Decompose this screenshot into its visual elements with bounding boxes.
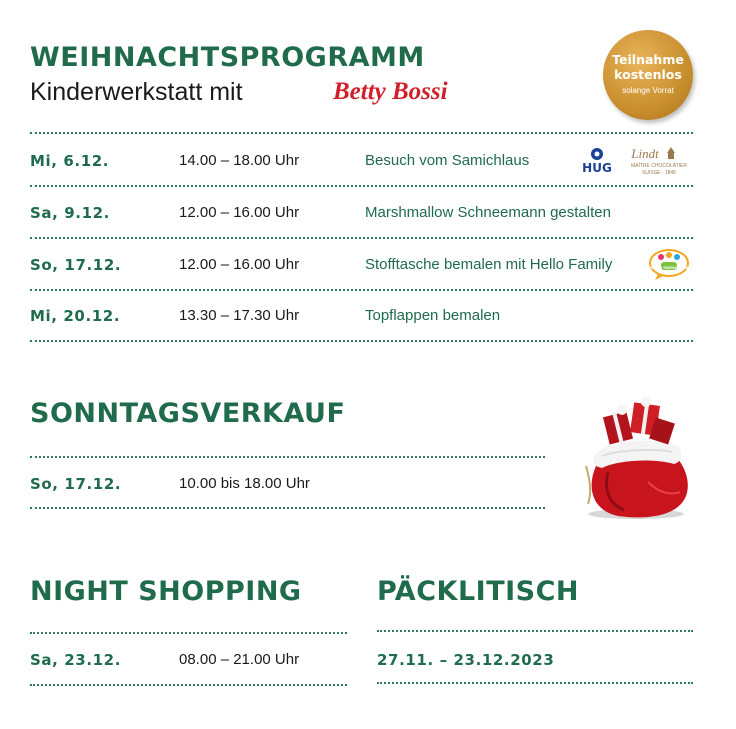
lindt-logo-sub2: SUISSE · 1845: [642, 170, 676, 176]
lindt-logo-sub1: MAÎTRE CHOCOLATIER: [630, 163, 688, 169]
row-day: Mi, 20.12.: [30, 307, 121, 325]
hug-logo: [578, 147, 616, 175]
divider: [30, 237, 693, 239]
divider: [30, 289, 693, 291]
divider: [30, 340, 693, 342]
sonntag-title: SONNTAGSVERKAUF: [30, 398, 346, 429]
program-title: WEIHNACHTSPROGRAMM: [30, 42, 425, 73]
paecklitisch-title: PÄCKLITISCH: [377, 576, 580, 607]
row-time: 12.00 – 16.00 Uhr: [179, 256, 300, 273]
betty-bossi-logo: Betty Bossi: [333, 78, 448, 105]
row-day: Mi, 6.12.: [30, 152, 110, 170]
divider: [377, 630, 693, 632]
badge-line2: kostenlos: [614, 67, 682, 82]
santa-gift-sack-image: [578, 392, 693, 522]
divider: [377, 682, 693, 684]
hug-logo-text: HUG: [582, 161, 612, 175]
divider: [30, 632, 347, 634]
paecklitisch-dates: 27.11. – 23.12.2023: [377, 651, 555, 669]
free-participation-badge: [603, 30, 693, 120]
hello-family-logo: [646, 247, 692, 281]
sonntag-time: 10.00 bis 18.00 Uhr: [179, 475, 310, 492]
row-day: So, 17.12.: [30, 256, 122, 274]
row-time: 12.00 – 16.00 Uhr: [179, 204, 300, 221]
row-time: 14.00 – 18.00 Uhr: [179, 152, 300, 169]
lindt-logo-text: Lindt: [631, 146, 659, 161]
badge-line1: Teilnahme: [612, 52, 684, 67]
divider: [30, 456, 545, 458]
sonntag-day: So, 17.12.: [30, 475, 122, 493]
row-activity: Marshmallow Schneemann gestalten: [365, 204, 611, 221]
hello-logo-text: HELLO FAMILY CLUB: [649, 266, 689, 270]
badge-line3: solange Vorrat: [622, 86, 674, 95]
lindt-logo: [627, 143, 691, 177]
divider: [30, 684, 347, 686]
divider: [30, 185, 693, 187]
row-day: Sa, 9.12.: [30, 204, 110, 222]
night-day: Sa, 23.12.: [30, 651, 121, 669]
row-activity: Stofftasche bemalen mit Hello Family: [365, 256, 613, 273]
program-subtitle: Kinderwerkstatt mit: [30, 78, 243, 106]
row-time: 13.30 – 17.30 Uhr: [179, 307, 300, 324]
night-time: 08.00 – 21.00 Uhr: [179, 651, 300, 668]
row-activity: Topflappen bemalen: [365, 307, 501, 324]
row-activity: Besuch vom Samichlaus: [365, 152, 530, 169]
night-shopping-title: NIGHT SHOPPING: [30, 576, 302, 607]
divider: [30, 132, 693, 134]
divider: [30, 507, 545, 509]
